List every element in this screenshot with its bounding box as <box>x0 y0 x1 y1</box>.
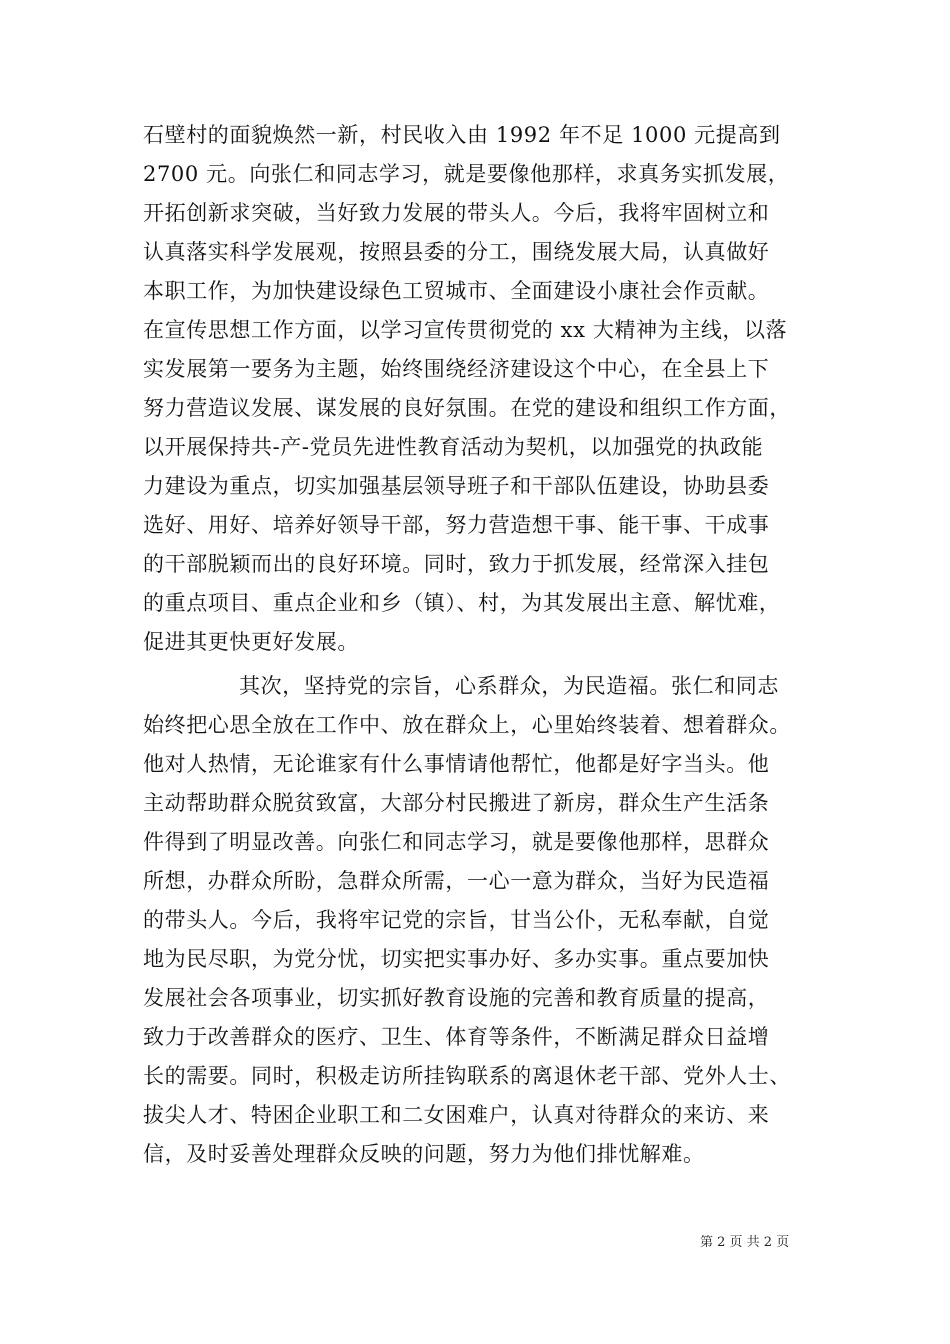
text-line: 致力于改善群众的医疗、卫生、体育等条件，不断满足群众日益增 <box>143 1025 770 1049</box>
text-line: 发展社会各项事业，切实抓好教育设施的完善和教育质量的提高， <box>143 986 770 1010</box>
text-line: 件得到了明显改善。向张仁和同志学习，就是要像他那样，思群众 <box>143 830 770 854</box>
text-line: 本职工作，为加快建设绿色工贸城市、全面建设小康社会作贡献。 <box>143 279 770 303</box>
document-body <box>143 116 823 1174</box>
text-line: 实发展第一要务为主题，始终围绕经济建设这个中心，在全县上下 <box>143 357 770 381</box>
text-line: 主动帮助群众脱贫致富，大部分村民搬进了新房，群众生产生活条 <box>143 791 770 815</box>
text-line: 信，及时妥善处理群众反映的问题，努力为他们排忧解难。 <box>143 1142 705 1166</box>
text-line: 开拓创新求突破，当好致力发展的带头人。今后，我将牢固树立和 <box>143 201 770 225</box>
text-line: 努力营造议发展、谋发展的良好氛围。在党的建设和组织工作方面， <box>143 396 791 420</box>
text-line: 的重点项目、重点企业和乡（镇）、村，为其发展出主意、解忧难， <box>143 591 781 615</box>
text-line: 石壁村的面貌焕然一新，村民收入由 1992 年不足 1000 元提高到 <box>143 123 781 147</box>
text-line: 所想，办群众所盼，急群众所需，一心一意为群众，当好为民造福 <box>143 869 770 893</box>
text-line: 始终把心思全放在工作中、放在群众上，心里始终装着、想着群众。 <box>143 713 791 737</box>
paragraph-2 <box>143 667 823 1174</box>
text-line: 2700 元。向张仁和同志学习，就是要像他那样，求真务实抓发展， <box>143 162 790 186</box>
text-line: 的干部脱颖而出的良好环境。同时，致力于抓发展，经常深入挂包 <box>143 552 770 576</box>
text-line: 他对人热情，无论谁家有什么事情请他帮忙，他都是好字当头。他 <box>143 752 770 776</box>
text-line: 拔尖人才、特困企业职工和二女困难户，认真对待群众的来访、来 <box>143 1103 770 1127</box>
text-line: 以开展保持共-产-党员先进性教育活动为契机，以加强党的执政能 <box>143 435 764 459</box>
text-line: 地为民尽职，为党分忧，切实把实事办好、多办实事。重点要加快 <box>143 947 770 971</box>
paragraph-1 <box>143 116 823 662</box>
text-line: 的带头人。今后，我将牢记党的宗旨，甘当公仆，无私奉献，自觉 <box>143 908 770 932</box>
text-line-indented: 其次，坚持党的宗旨，心系群众，为民造福。张仁和同志 <box>239 674 779 698</box>
text-line: 长的需要。同时，积极走访所挂钩联系的离退休老干部、党外人士、 <box>143 1064 791 1088</box>
text-line: 在宣传思想工作方面，以学习宣传贯彻党的 xx 大精神为主线，以落 <box>143 318 788 342</box>
text-line: 认真落实科学发展观，按照县委的分工，围绕发展大局，认真做好 <box>143 240 770 264</box>
page-number-footer: 第 2 页 共 2 页 <box>700 1235 790 1250</box>
text-line: 促进其更快更好发展。 <box>143 630 359 654</box>
text-line: 力建设为重点，切实加强基层领导班子和干部队伍建设，协助县委 <box>143 474 770 498</box>
text-line: 选好、用好、培养好领导干部，努力营造想干事、能干事、干成事 <box>143 513 770 537</box>
